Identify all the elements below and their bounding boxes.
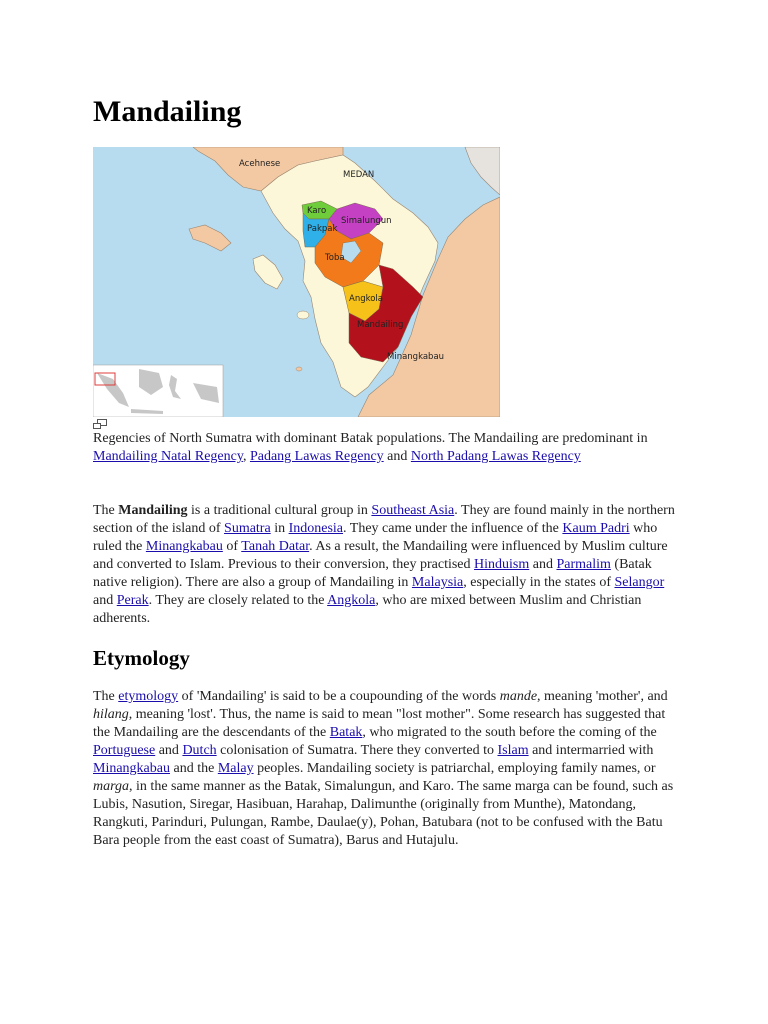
link-southeast-asia[interactable]: Southeast Asia	[371, 503, 455, 518]
batak-regencies-map	[93, 147, 500, 417]
link-hinduism[interactable]: Hinduism	[474, 557, 530, 572]
link-malaysia[interactable]: Malaysia	[411, 575, 464, 590]
map-label-medan: MEDAN	[343, 170, 375, 180]
italic-term: hilang	[93, 707, 129, 722]
link-north-padang-lawas-regency[interactable]: North Padang Lawas Regency	[410, 449, 581, 464]
bold-term: Mandailing	[118, 503, 188, 518]
link-islam[interactable]: Islam	[497, 743, 529, 758]
link-minangkabau[interactable]: Minangkabau	[145, 539, 223, 554]
link-kaum-padri[interactable]: Kaum Padri	[562, 521, 630, 536]
link-batak[interactable]: Batak	[329, 725, 363, 740]
enlarge-icon[interactable]	[93, 419, 107, 429]
link-mandailing-natal-regency[interactable]: Mandailing Natal Regency	[93, 449, 243, 464]
map-label-toba: Toba	[325, 253, 345, 263]
section-heading-etymology: Etymology	[93, 646, 190, 670]
map-caption: Regencies of North Sumatra with dominant Batak populations. The Mandailing are predominant in Mandailing Natal Regency, Padang Lawas Regency and North Padang Lawas Regency	[93, 431, 648, 464]
link-perak[interactable]: Perak	[116, 593, 149, 608]
map-label-acehnese: Acehnese	[239, 159, 281, 169]
intro-paragraph: The Mandailing is a traditional cultural group in Southeast Asia. They are found mainly in the northern section of the island of Sumatra in Indonesia. They came under the influence of the Kaum Padri who ruled the Minangkabau of Tanah Datar. As a result, the Mandailing were influenced by Muslim culture and converted to Islam. Previous to their conversion, they practised Hinduism and Parmalim (Batak native religion). There are also a group of Mandailing in Malaysia, especially in the states of Selangor and Perak. They are closely related to the Angkola, who are mixed between Muslim and Christian adherents.	[93, 503, 675, 626]
map-label-simalungun: Simalungun	[341, 216, 392, 226]
link-portuguese[interactable]: Portuguese	[93, 743, 156, 758]
etymology-paragraph: The etymology of 'Mandailing' is said to be a coupounding of the words mande, meaning 'mother', and hilang, meaning 'lost'. Thus, the name is said to mean "lost mother". Some research has suggested that the Mandailing are the descendants of the Batak, who migrated to the south before the coming of the Portuguese and Dutch colonisation of Sumatra. There they converted to Islam and intermarried with Minangkabau and the Malay peoples. Mandailing society is patriarchal, employing family names, or marga, in the same manner as the Batak, Simalungun, and Karo. The same marga can be found, such as Lubis, Nasution, Siregar, Hasibuan, Harahap, Dalimunthe (originally from Munthe), Matondang, Rangkuti, Parinduri, Pulungan, Rambe, Daulae(y), Pohan, Batubara (not to be confused with the Batu Bara people from the east coast of Sumatra), Barus and Hutajulu.	[93, 689, 674, 848]
map-label-pakpak: Pakpak	[307, 224, 338, 234]
link-malay[interactable]: Malay	[217, 761, 254, 776]
batu-islands	[297, 311, 309, 319]
map-label-mandailing: Mandailing	[357, 320, 404, 330]
link-padang-lawas-regency[interactable]: Padang Lawas Regency	[249, 449, 384, 464]
link-minangkabau[interactable]: Minangkabau	[93, 761, 170, 776]
link-parmalim[interactable]: Parmalim	[556, 557, 611, 572]
map-label-minangkabau: Minangkabau	[387, 352, 445, 362]
small-island	[296, 367, 302, 371]
italic-term: mande	[499, 689, 538, 704]
link-selangor[interactable]: Selangor	[614, 575, 665, 590]
page-title: Mandailing	[93, 95, 242, 128]
map-label-angkola: Angkola	[349, 294, 383, 304]
italic-term: marga	[93, 779, 130, 794]
link-angkola[interactable]: Angkola	[327, 593, 376, 608]
link-etymology[interactable]: etymology	[118, 689, 179, 704]
link-dutch[interactable]: Dutch	[182, 743, 217, 758]
link-sumatra[interactable]: Sumatra	[224, 521, 271, 536]
link-indonesia[interactable]: Indonesia	[288, 521, 344, 536]
link-tanah-datar[interactable]: Tanah Datar	[241, 539, 310, 554]
map-label-karo: Karo	[307, 206, 327, 216]
